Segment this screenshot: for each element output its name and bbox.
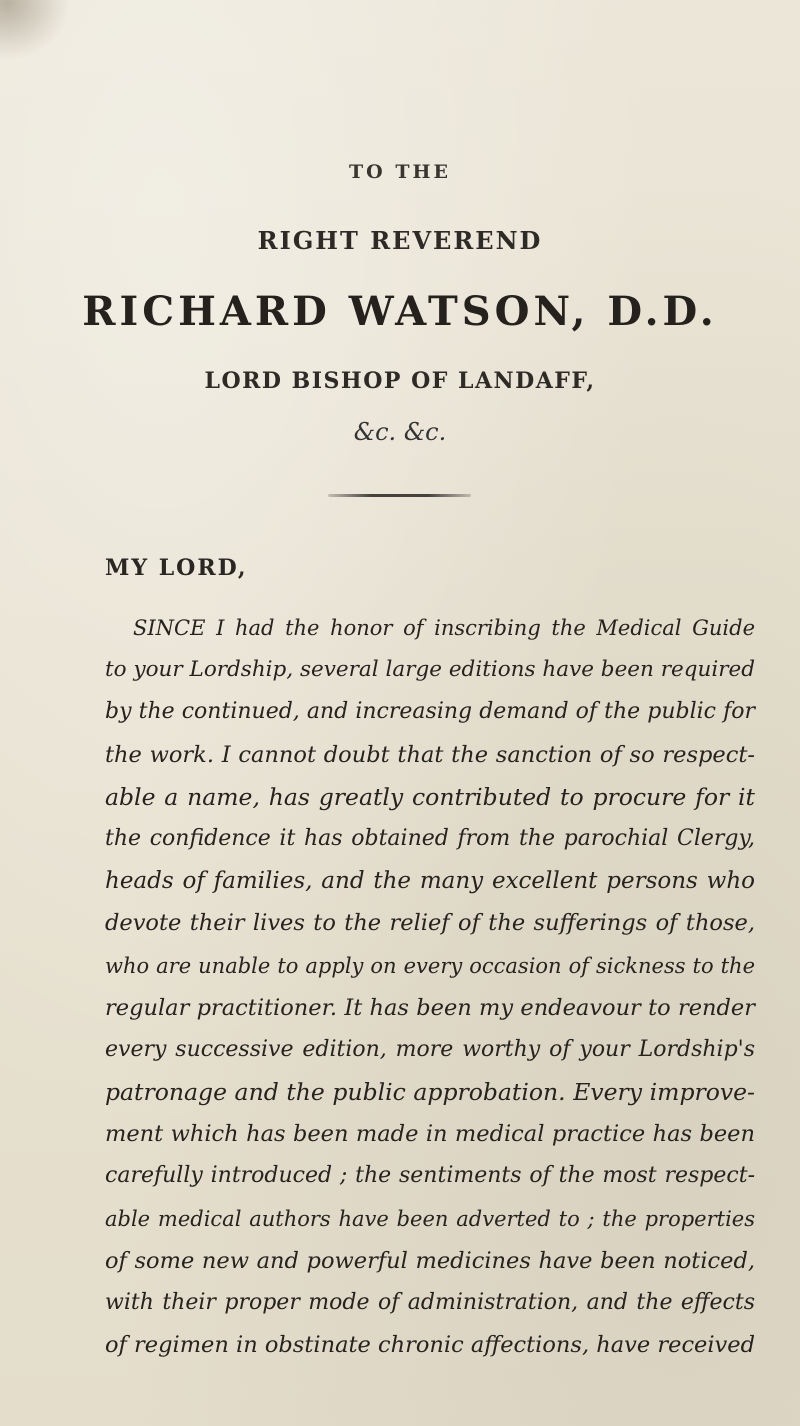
body-line: able medical authors have been adverted to ; the properties	[105, 1206, 755, 1231]
body-line: the work. I cannot doubt that the sanction of so respect-	[105, 741, 755, 768]
body-line: to your Lordship, several large editions have been required	[105, 657, 755, 683]
salutation: MY LORD,	[105, 555, 248, 581]
body-line: SINCE I had the honor of inscribing the Medical Guide	[133, 616, 755, 640]
dedication-etc: &c. &c.	[353, 418, 447, 446]
body-line: of some new and powerful medicines have been noticed,	[105, 1247, 755, 1274]
body-line: the confidence it has obtained from the parochial Clergy,	[105, 825, 755, 851]
letter-body	[105, 607, 755, 1366]
dedication-right-reverend: RIGHT REVEREND	[257, 226, 543, 255]
dedication-to-the: TO THE	[349, 161, 451, 183]
body-line: regular practitioner. It has been my endeavour to render	[105, 994, 755, 1021]
body-line: patronage and the public approbation. Every improve-	[105, 1078, 755, 1107]
body-line: every successive edition, more worthy of your Lordship's	[105, 1036, 755, 1062]
body-line: heads of families, and the many excellent persons who	[105, 868, 755, 895]
section-divider	[328, 494, 471, 497]
dedicatee-title: LORD BISHOP OF LANDAFF,	[204, 368, 596, 394]
body-line: with their proper mode of administration, and the effects	[105, 1290, 755, 1315]
body-line: able a name, has greatly contributed to procure for it	[105, 782, 755, 811]
body-line: by the continued, and increasing demand of the public for	[105, 699, 755, 725]
dedicatee-name: RICHARD WATSON, D.D.	[82, 288, 718, 335]
body-line: ment which has been made in medical practice has been	[105, 1121, 755, 1148]
corner-stain	[0, 0, 70, 60]
body-line: devote their lives to the relief of the sufferings of those,	[105, 910, 755, 937]
body-line: of regimen in obstinate chronic affections, have received	[105, 1332, 755, 1359]
body-line: who are unable to apply on every occasion of sickness to the	[105, 953, 755, 978]
body-line: carefully introduced ; the sentiments of the most respect-	[105, 1163, 755, 1189]
